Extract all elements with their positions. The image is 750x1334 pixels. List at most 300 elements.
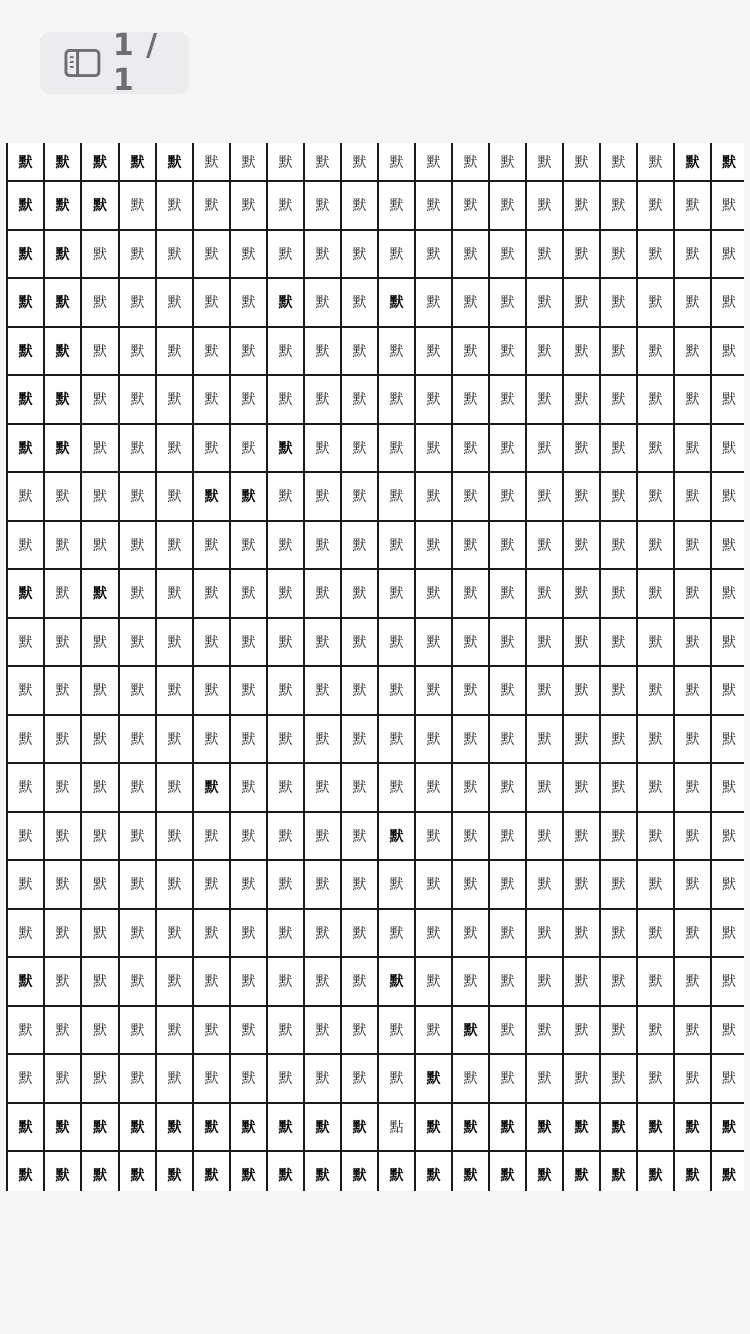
grid-cell: 默 — [194, 813, 231, 860]
grid-cell: 默 — [45, 231, 82, 278]
grid-cell: 默 — [490, 182, 527, 229]
grid-cell: 默 — [8, 425, 45, 472]
grid-cell: 默 — [8, 619, 45, 666]
grid-cell: 默 — [82, 813, 120, 860]
grid-cell: 默 — [157, 570, 194, 617]
grid-cell: 默 — [268, 425, 305, 472]
grid-cell: 默 — [601, 182, 638, 229]
grid-cell: 默 — [8, 1152, 45, 1191]
grid-cell: 默 — [231, 910, 268, 957]
grid-cell: 默 — [601, 910, 638, 957]
grid-cell: 默 — [527, 570, 564, 617]
grid-cell: 默 — [231, 861, 268, 908]
grid-cell: 默 — [45, 473, 82, 520]
grid-row — [8, 279, 744, 328]
grid-cell: 默 — [564, 522, 601, 569]
grid-cell: 默 — [675, 376, 712, 423]
grid-cell: 默 — [305, 231, 342, 278]
grid-cell: 默 — [490, 716, 527, 763]
grid-cell: 默 — [722, 198, 736, 215]
grid-cell: 默 — [564, 570, 601, 617]
grid-cell: 默 — [453, 667, 490, 714]
grid-cell: 默 — [268, 910, 305, 957]
grid-row — [8, 813, 744, 862]
grid-cell: 默 — [638, 958, 675, 1005]
grid-cell: 默 — [157, 1007, 194, 1054]
grid-cell: 默 — [638, 619, 675, 666]
grid-cell: 默 — [82, 1104, 120, 1151]
grid-cell: 默 — [564, 764, 601, 811]
grid-cell: 默 — [722, 1071, 736, 1088]
grid-cell: 默 — [453, 279, 490, 326]
grid-cell: 默 — [268, 716, 305, 763]
grid-cell: 默 — [157, 376, 194, 423]
grid-cell: 默 — [231, 619, 268, 666]
grid-cell: 默 — [527, 182, 564, 229]
grid-cell: 默 — [342, 667, 379, 714]
grid-cell: 默 — [45, 958, 82, 1005]
grid-cell: 默 — [490, 425, 527, 472]
grid-cell: 默 — [305, 619, 342, 666]
grid-cell: 默 — [453, 861, 490, 908]
grid-cell: 默 — [601, 570, 638, 617]
grid-cell: 默 — [675, 425, 712, 472]
grid-cell: 默 — [157, 1055, 194, 1102]
grid-cell: 默 — [416, 667, 453, 714]
grid-cell: 默 — [722, 343, 736, 360]
grid-row — [8, 1104, 744, 1153]
grid-cell: 默 — [601, 328, 638, 375]
grid-cell: 默 — [379, 570, 416, 617]
grid-cell: 默 — [722, 683, 736, 700]
grid-cell: 默 — [490, 376, 527, 423]
grid-cell: 默 — [82, 231, 120, 278]
grid-cell: 默 — [8, 1007, 45, 1054]
grid-cell: 默 — [564, 1104, 601, 1151]
grid-cell: 默 — [194, 328, 231, 375]
grid-cell: 默 — [157, 328, 194, 375]
grid-cell: 默 — [120, 522, 157, 569]
grid-cell: 默 — [601, 1055, 638, 1102]
grid-cell: 默 — [82, 473, 120, 520]
grid-cell: 默 — [268, 1152, 305, 1191]
grid-cell: 默 — [157, 279, 194, 326]
grid-cell: 默 — [379, 376, 416, 423]
grid-cell: 默 — [490, 570, 527, 617]
grid-cell: 默 — [379, 958, 416, 1005]
grid-cell: 默 — [157, 1104, 194, 1151]
grid-cell: 默 — [527, 473, 564, 520]
grid-cell: 默 — [157, 813, 194, 860]
grid-cell: 默 — [120, 570, 157, 617]
grid-cell: 默 — [527, 376, 564, 423]
grid-cell: 默 — [564, 1055, 601, 1102]
grid-cell: 默 — [268, 376, 305, 423]
grid-cell: 默 — [490, 1152, 527, 1191]
grid-cell: 默 — [564, 667, 601, 714]
grid-cell: 默 — [268, 1055, 305, 1102]
grid-cell: 默 — [453, 425, 490, 472]
grid-cell: 默 — [82, 143, 120, 180]
grid-cell: 默 — [416, 231, 453, 278]
grid-cell: 默 — [231, 425, 268, 472]
grid-cell: 默 — [527, 143, 564, 180]
grid-cell: 默 — [194, 1055, 231, 1102]
grid-cell: 默 — [675, 813, 712, 860]
grid-cell: 默 — [453, 813, 490, 860]
grid-cell: 默 — [157, 764, 194, 811]
grid-cell: 默 — [527, 1104, 564, 1151]
grid-cell: 默 — [342, 328, 379, 375]
grid-row — [8, 425, 744, 474]
grid-cell: 默 — [564, 279, 601, 326]
grid-cell: 默 — [453, 182, 490, 229]
grid-cell: 默 — [268, 813, 305, 860]
grid-cell: 默 — [231, 279, 268, 326]
grid-cell: 默 — [231, 473, 268, 520]
grid-cell: 默 — [120, 473, 157, 520]
grid-cell: 默 — [416, 522, 453, 569]
grid-cell: 默 — [8, 813, 45, 860]
grid-cell: 默 — [120, 231, 157, 278]
grid-cell: 默 — [453, 473, 490, 520]
grid-cell: 默 — [45, 143, 82, 180]
grid-row — [8, 231, 744, 280]
grid-row — [8, 716, 744, 765]
grid-cell: 默 — [601, 425, 638, 472]
grid-cell: 默 — [8, 473, 45, 520]
grid-cell: 默 — [342, 231, 379, 278]
grid-cell: 默 — [8, 764, 45, 811]
grid-cell: 默 — [305, 1007, 342, 1054]
grid-cell: 默 — [564, 231, 601, 278]
grid-cell: 默 — [453, 1055, 490, 1102]
grid-cell: 默 — [564, 910, 601, 957]
grid-cell: 默 — [416, 861, 453, 908]
grid-cell: 默 — [527, 328, 564, 375]
grid-cell: 默 — [231, 570, 268, 617]
grid-cell: 默 — [601, 619, 638, 666]
grid-cell: 默 — [157, 473, 194, 520]
grid-cell: 默 — [638, 813, 675, 860]
grid-cell: 默 — [342, 182, 379, 229]
grid-cell: 默 — [342, 764, 379, 811]
grid-cell: 默 — [638, 522, 675, 569]
grid-cell: 默 — [722, 925, 736, 942]
grid-cell: 默 — [120, 1055, 157, 1102]
grid-cell: 默 — [527, 619, 564, 666]
grid-cell: 默 — [490, 473, 527, 520]
grid-cell: 默 — [527, 1152, 564, 1191]
grid-cell: 默 — [268, 328, 305, 375]
grid-cell: 默 — [490, 861, 527, 908]
grid-cell: 默 — [157, 910, 194, 957]
grid-cell: 默 — [82, 764, 120, 811]
grid-cell: 默 — [268, 182, 305, 229]
grid-cell: 默 — [305, 182, 342, 229]
grid-cell: 默 — [564, 425, 601, 472]
grid-cell: 默 — [231, 1007, 268, 1054]
grid-cell: 默 — [675, 1007, 712, 1054]
grid-cell: 默 — [8, 143, 45, 180]
grid-cell: 默 — [157, 861, 194, 908]
grid-row — [8, 473, 744, 522]
grid-cell: 默 — [231, 958, 268, 1005]
grid-cell: 默 — [490, 958, 527, 1005]
grid-cell: 默 — [342, 473, 379, 520]
grid-cell: 默 — [82, 376, 120, 423]
grid-row — [8, 764, 744, 813]
grid-cell: 默 — [268, 570, 305, 617]
grid-cell: 默 — [564, 813, 601, 860]
grid-cell: 默 — [305, 522, 342, 569]
grid-cell: 默 — [45, 522, 82, 569]
grid-cell: 默 — [82, 182, 120, 229]
grid-cell: 默 — [8, 376, 45, 423]
grid-cell: 默 — [638, 231, 675, 278]
grid-cell: 默 — [527, 813, 564, 860]
grid-cell: 默 — [305, 425, 342, 472]
grid-cell: 默 — [305, 813, 342, 860]
grid-cell: 默 — [45, 425, 82, 472]
grid-cell: 默 — [379, 764, 416, 811]
grid-cell: 默 — [305, 910, 342, 957]
grid-cell: 默 — [722, 828, 736, 845]
grid-cell: 默 — [379, 716, 416, 763]
grid-cell: 默 — [490, 619, 527, 666]
grid-cell: 默 — [45, 328, 82, 375]
grid-cell: 默 — [45, 182, 82, 229]
grid-cell: 默 — [194, 473, 231, 520]
grid-cell: 默 — [45, 667, 82, 714]
grid-cell: 默 — [342, 376, 379, 423]
grid-cell: 默 — [453, 522, 490, 569]
grid-cell: 默 — [268, 667, 305, 714]
grid-cell: 默 — [416, 1104, 453, 1151]
grid-cell: 默 — [675, 619, 712, 666]
grid-cell: 默 — [638, 279, 675, 326]
grid-cell: 默 — [8, 182, 45, 229]
grid-row — [8, 182, 744, 231]
grid-cell: 默 — [564, 861, 601, 908]
grid-cell: 默 — [194, 1104, 231, 1151]
grid-cell: 默 — [601, 1007, 638, 1054]
grid-cell: 默 — [490, 143, 527, 180]
grid-cell: 默 — [45, 1055, 82, 1102]
grid-cell: 默 — [527, 231, 564, 278]
grid-cell: 默 — [120, 764, 157, 811]
grid-cell: 默 — [305, 764, 342, 811]
grid-cell: 默 — [416, 376, 453, 423]
grid-cell: 默 — [675, 328, 712, 375]
grid-cell: 默 — [82, 522, 120, 569]
grid-cell: 默 — [8, 570, 45, 617]
grid-cell: 默 — [490, 279, 527, 326]
grid-cell: 默 — [722, 440, 736, 457]
grid-cell: 默 — [82, 619, 120, 666]
grid-cell: 默 — [82, 1152, 120, 1191]
grid-cell: 默 — [194, 143, 231, 180]
grid-cell: 默 — [45, 570, 82, 617]
grid-cell: 默 — [722, 1168, 736, 1185]
grid-cell: 默 — [601, 522, 638, 569]
grid-cell: 默 — [231, 813, 268, 860]
grid-cell: 默 — [82, 328, 120, 375]
page-counter: 1 / 1 — [112, 28, 159, 98]
grid-cell: 默 — [527, 958, 564, 1005]
grid-row — [8, 619, 744, 668]
grid-cell: 默 — [231, 376, 268, 423]
grid-cell: 默 — [675, 231, 712, 278]
grid-cell: 默 — [675, 473, 712, 520]
grid-cell: 默 — [120, 861, 157, 908]
grid-cell: 默 — [722, 731, 736, 748]
grid-cell: 默 — [8, 522, 45, 569]
grid-cell: 默 — [416, 473, 453, 520]
grid-cell: 默 — [379, 813, 416, 860]
grid-cell: 默 — [305, 716, 342, 763]
grid-row — [8, 570, 744, 619]
grid-cell: 默 — [527, 861, 564, 908]
grid-cell: 默 — [8, 958, 45, 1005]
grid-cell: 默 — [120, 958, 157, 1005]
grid-cell: 默 — [675, 1152, 712, 1191]
grid-cell: 默 — [379, 861, 416, 908]
grid-cell: 默 — [8, 667, 45, 714]
grid-cell: 默 — [453, 910, 490, 957]
grid-cell: 默 — [231, 667, 268, 714]
grid-cell: 默 — [564, 143, 601, 180]
grid-cell: 默 — [675, 1055, 712, 1102]
grid-cell: 默 — [564, 619, 601, 666]
grid-cell: 默 — [453, 376, 490, 423]
grid-cell: 默 — [342, 1104, 379, 1151]
grid-cell: 默 — [490, 910, 527, 957]
grid-cell: 默 — [194, 861, 231, 908]
grid-cell: 默 — [8, 716, 45, 763]
grid-cell: 默 — [268, 231, 305, 278]
grid-cell: 默 — [120, 1152, 157, 1191]
grid-cell: 默 — [379, 1007, 416, 1054]
grid-cell: 默 — [453, 764, 490, 811]
grid-cell: 默 — [601, 473, 638, 520]
grid-cell: 默 — [342, 958, 379, 1005]
grid-cell: 默 — [45, 279, 82, 326]
grid-cell: 默 — [305, 473, 342, 520]
grid-cell: 默 — [342, 522, 379, 569]
grid-cell: 默 — [268, 522, 305, 569]
grid-cell: 默 — [416, 813, 453, 860]
page-indicator[interactable] — [40, 28, 189, 98]
grid-cell: 默 — [82, 279, 120, 326]
grid-cell: 默 — [157, 143, 194, 180]
grid-row — [8, 1055, 744, 1104]
grid-cell: 默 — [638, 764, 675, 811]
grid-cell: 默 — [675, 716, 712, 763]
grid-cell: 默 — [675, 764, 712, 811]
grid-row — [8, 861, 744, 910]
grid-cell: 默 — [342, 570, 379, 617]
grid-cell: 默 — [82, 910, 120, 957]
grid-cell: 默 — [379, 910, 416, 957]
grid-cell: 默 — [638, 910, 675, 957]
grid-row — [8, 1152, 744, 1191]
grid-cell: 默 — [379, 619, 416, 666]
grid-cell: 默 — [82, 1055, 120, 1102]
grid-cell: 默 — [8, 328, 45, 375]
grid-cell: 默 — [8, 1055, 45, 1102]
grid-cell: 默 — [601, 958, 638, 1005]
grid-cell: 默 — [8, 1104, 45, 1151]
grid-cell: 默 — [379, 667, 416, 714]
grid-cell: 默 — [305, 667, 342, 714]
grid-cell: 默 — [638, 667, 675, 714]
grid-cell: 默 — [675, 910, 712, 957]
grid-cell: 默 — [722, 877, 736, 894]
grid-cell: 默 — [638, 570, 675, 617]
grid-cell: 默 — [305, 328, 342, 375]
grid-cell: 默 — [722, 392, 736, 409]
grid-cell: 默 — [638, 1055, 675, 1102]
grid-cell: 默 — [453, 1007, 490, 1054]
grid-row — [8, 958, 744, 1007]
grid-cell: 默 — [675, 570, 712, 617]
grid-cell: 默 — [564, 1007, 601, 1054]
grid-cell: 默 — [45, 764, 82, 811]
grid-cell: 默 — [638, 861, 675, 908]
grid-cell: 默 — [45, 861, 82, 908]
grid-cell: 默 — [379, 473, 416, 520]
grid-cell: 默 — [194, 522, 231, 569]
grid-cell: 默 — [453, 1104, 490, 1151]
grid-cell: 默 — [490, 1007, 527, 1054]
grid-cell: 默 — [231, 143, 268, 180]
grid-cell: 默 — [157, 522, 194, 569]
grid-cell: 默 — [601, 279, 638, 326]
grid-row — [8, 143, 744, 182]
grid-cell: 默 — [675, 1104, 712, 1151]
grid-cell: 默 — [379, 231, 416, 278]
grid-cell: 默 — [120, 182, 157, 229]
grid-cell: 默 — [601, 813, 638, 860]
grid-cell: 默 — [379, 1055, 416, 1102]
grid-cell: 默 — [305, 143, 342, 180]
grid-cell: 默 — [675, 279, 712, 326]
grid-cell: 默 — [342, 716, 379, 763]
grid-cell: 默 — [268, 619, 305, 666]
grid-cell: 默 — [490, 328, 527, 375]
grid-cell: 默 — [675, 182, 712, 229]
grid-cell: 默 — [638, 1104, 675, 1151]
grid-cell: 默 — [638, 473, 675, 520]
grid-cell: 默 — [527, 764, 564, 811]
grid-cell: 默 — [453, 143, 490, 180]
grid-cell: 默 — [722, 974, 736, 991]
grid-cell: 默 — [194, 1152, 231, 1191]
grid-cell: 默 — [305, 861, 342, 908]
grid-cell: 默 — [82, 667, 120, 714]
grid-cell: 默 — [601, 764, 638, 811]
grid-cell: 默 — [157, 619, 194, 666]
grid-cell: 默 — [120, 910, 157, 957]
grid-cell: 點 — [379, 1104, 416, 1151]
grid-cell: 默 — [722, 1022, 736, 1039]
grid-cell: 默 — [268, 279, 305, 326]
grid-cell: 默 — [194, 570, 231, 617]
grid-cell: 默 — [722, 489, 736, 506]
grid-cell: 默 — [268, 764, 305, 811]
grid-cell: 默 — [379, 522, 416, 569]
